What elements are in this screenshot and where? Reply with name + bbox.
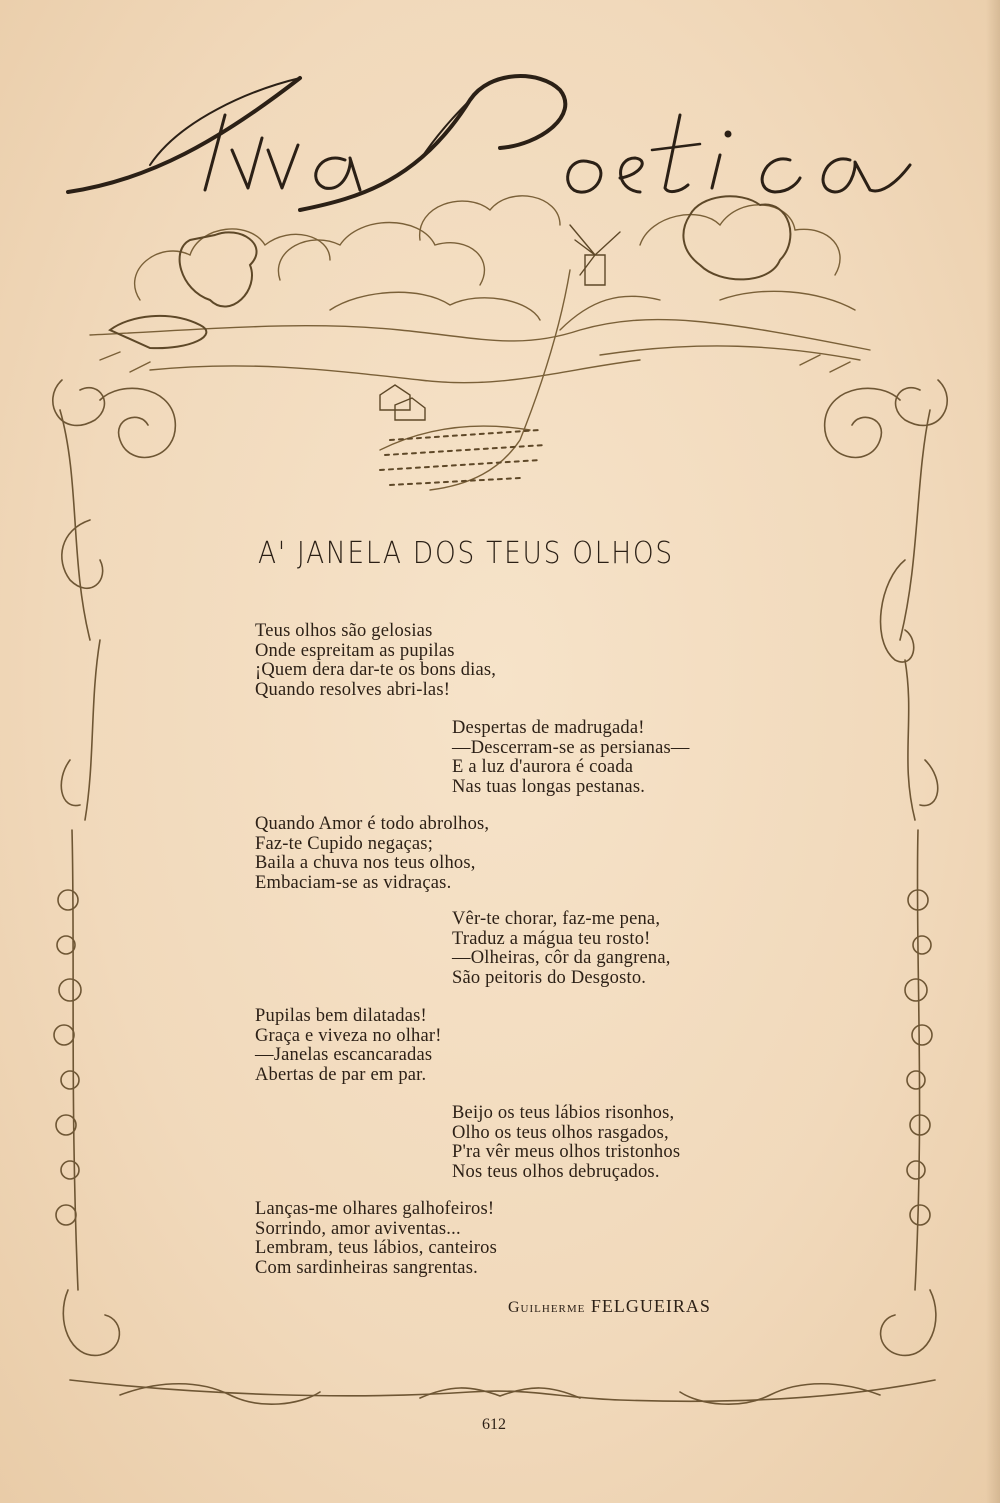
verse-line: Faz-te Cupido negaças; <box>255 833 434 854</box>
stanza-4 <box>452 910 671 988</box>
verse-line: Sorrindo, amor aviventas... <box>255 1218 461 1239</box>
verse-line: Beijo os teus lábios risonhos, <box>452 1103 675 1123</box>
verse-line: Olho os teus olhos rasgados, <box>452 1122 669 1143</box>
verse-line: —Janelas escancaradas <box>255 1045 433 1066</box>
verse-line: Lembram, teus lábios, canteiros <box>255 1238 498 1259</box>
verse-line: Baila a chuva nos teus olhos, <box>255 853 476 874</box>
stanza-2 <box>452 719 690 797</box>
author-last-name: FELGUEIRAS <box>590 1296 711 1316</box>
verse-line: ¡Quem dera dar-te os bons dias, <box>255 660 497 681</box>
verse-line: Lanças-me olhares galhofeiros! <box>255 1199 495 1219</box>
verse-line: Vêr-te chorar, faz-me pena, <box>452 909 661 929</box>
verse-line: Quando resolves abri-las! <box>255 679 451 700</box>
poem-title: A' JANELA DOS TEUS OLHOS <box>258 536 674 571</box>
verse-line: Com sardinheiras sangrentas. <box>255 1257 478 1278</box>
author-first-name: Guilherme <box>508 1299 586 1316</box>
verse-line: —Descerram-se as persianas— <box>452 737 690 758</box>
stanza-1 <box>255 622 496 700</box>
stanza-7 <box>255 1200 497 1278</box>
verse-line: P'ra vêr meus olhos tristonhos <box>452 1142 681 1163</box>
poem-author <box>508 1296 711 1317</box>
stanza-6 <box>452 1104 680 1182</box>
stanza-3 <box>255 815 489 893</box>
verse-line: Nas tuas longas pestanas. <box>452 776 646 797</box>
verse-line: E a luz d'aurora é coada <box>452 757 634 778</box>
stanza-5 <box>255 1007 442 1085</box>
verse-line: Nos teus olhos debruçados. <box>452 1161 660 1182</box>
verse-line: Abertas de par em par. <box>255 1064 427 1085</box>
verse-line: —Olheiras, côr da gangrena, <box>452 948 671 969</box>
verse-line: Traduz a mágua teu rosto! <box>452 928 651 949</box>
verse-line: Teus olhos são gelosias <box>255 621 433 641</box>
page-number: 612 <box>482 1416 506 1433</box>
verse-line: Embaciam-se as vidraças. <box>255 872 452 893</box>
verse-line: Graça e viveza no olhar! <box>255 1025 442 1046</box>
verse-line: Pupilas bem dilatadas! <box>255 1006 427 1026</box>
verse-line: Quando Amor é todo abrolhos, <box>255 814 490 834</box>
verse-line: Despertas de madrugada! <box>452 718 645 738</box>
verse-line: Onde espreitam as pupilas <box>255 640 455 661</box>
verse-line: São peitoris do Desgosto. <box>452 967 647 988</box>
